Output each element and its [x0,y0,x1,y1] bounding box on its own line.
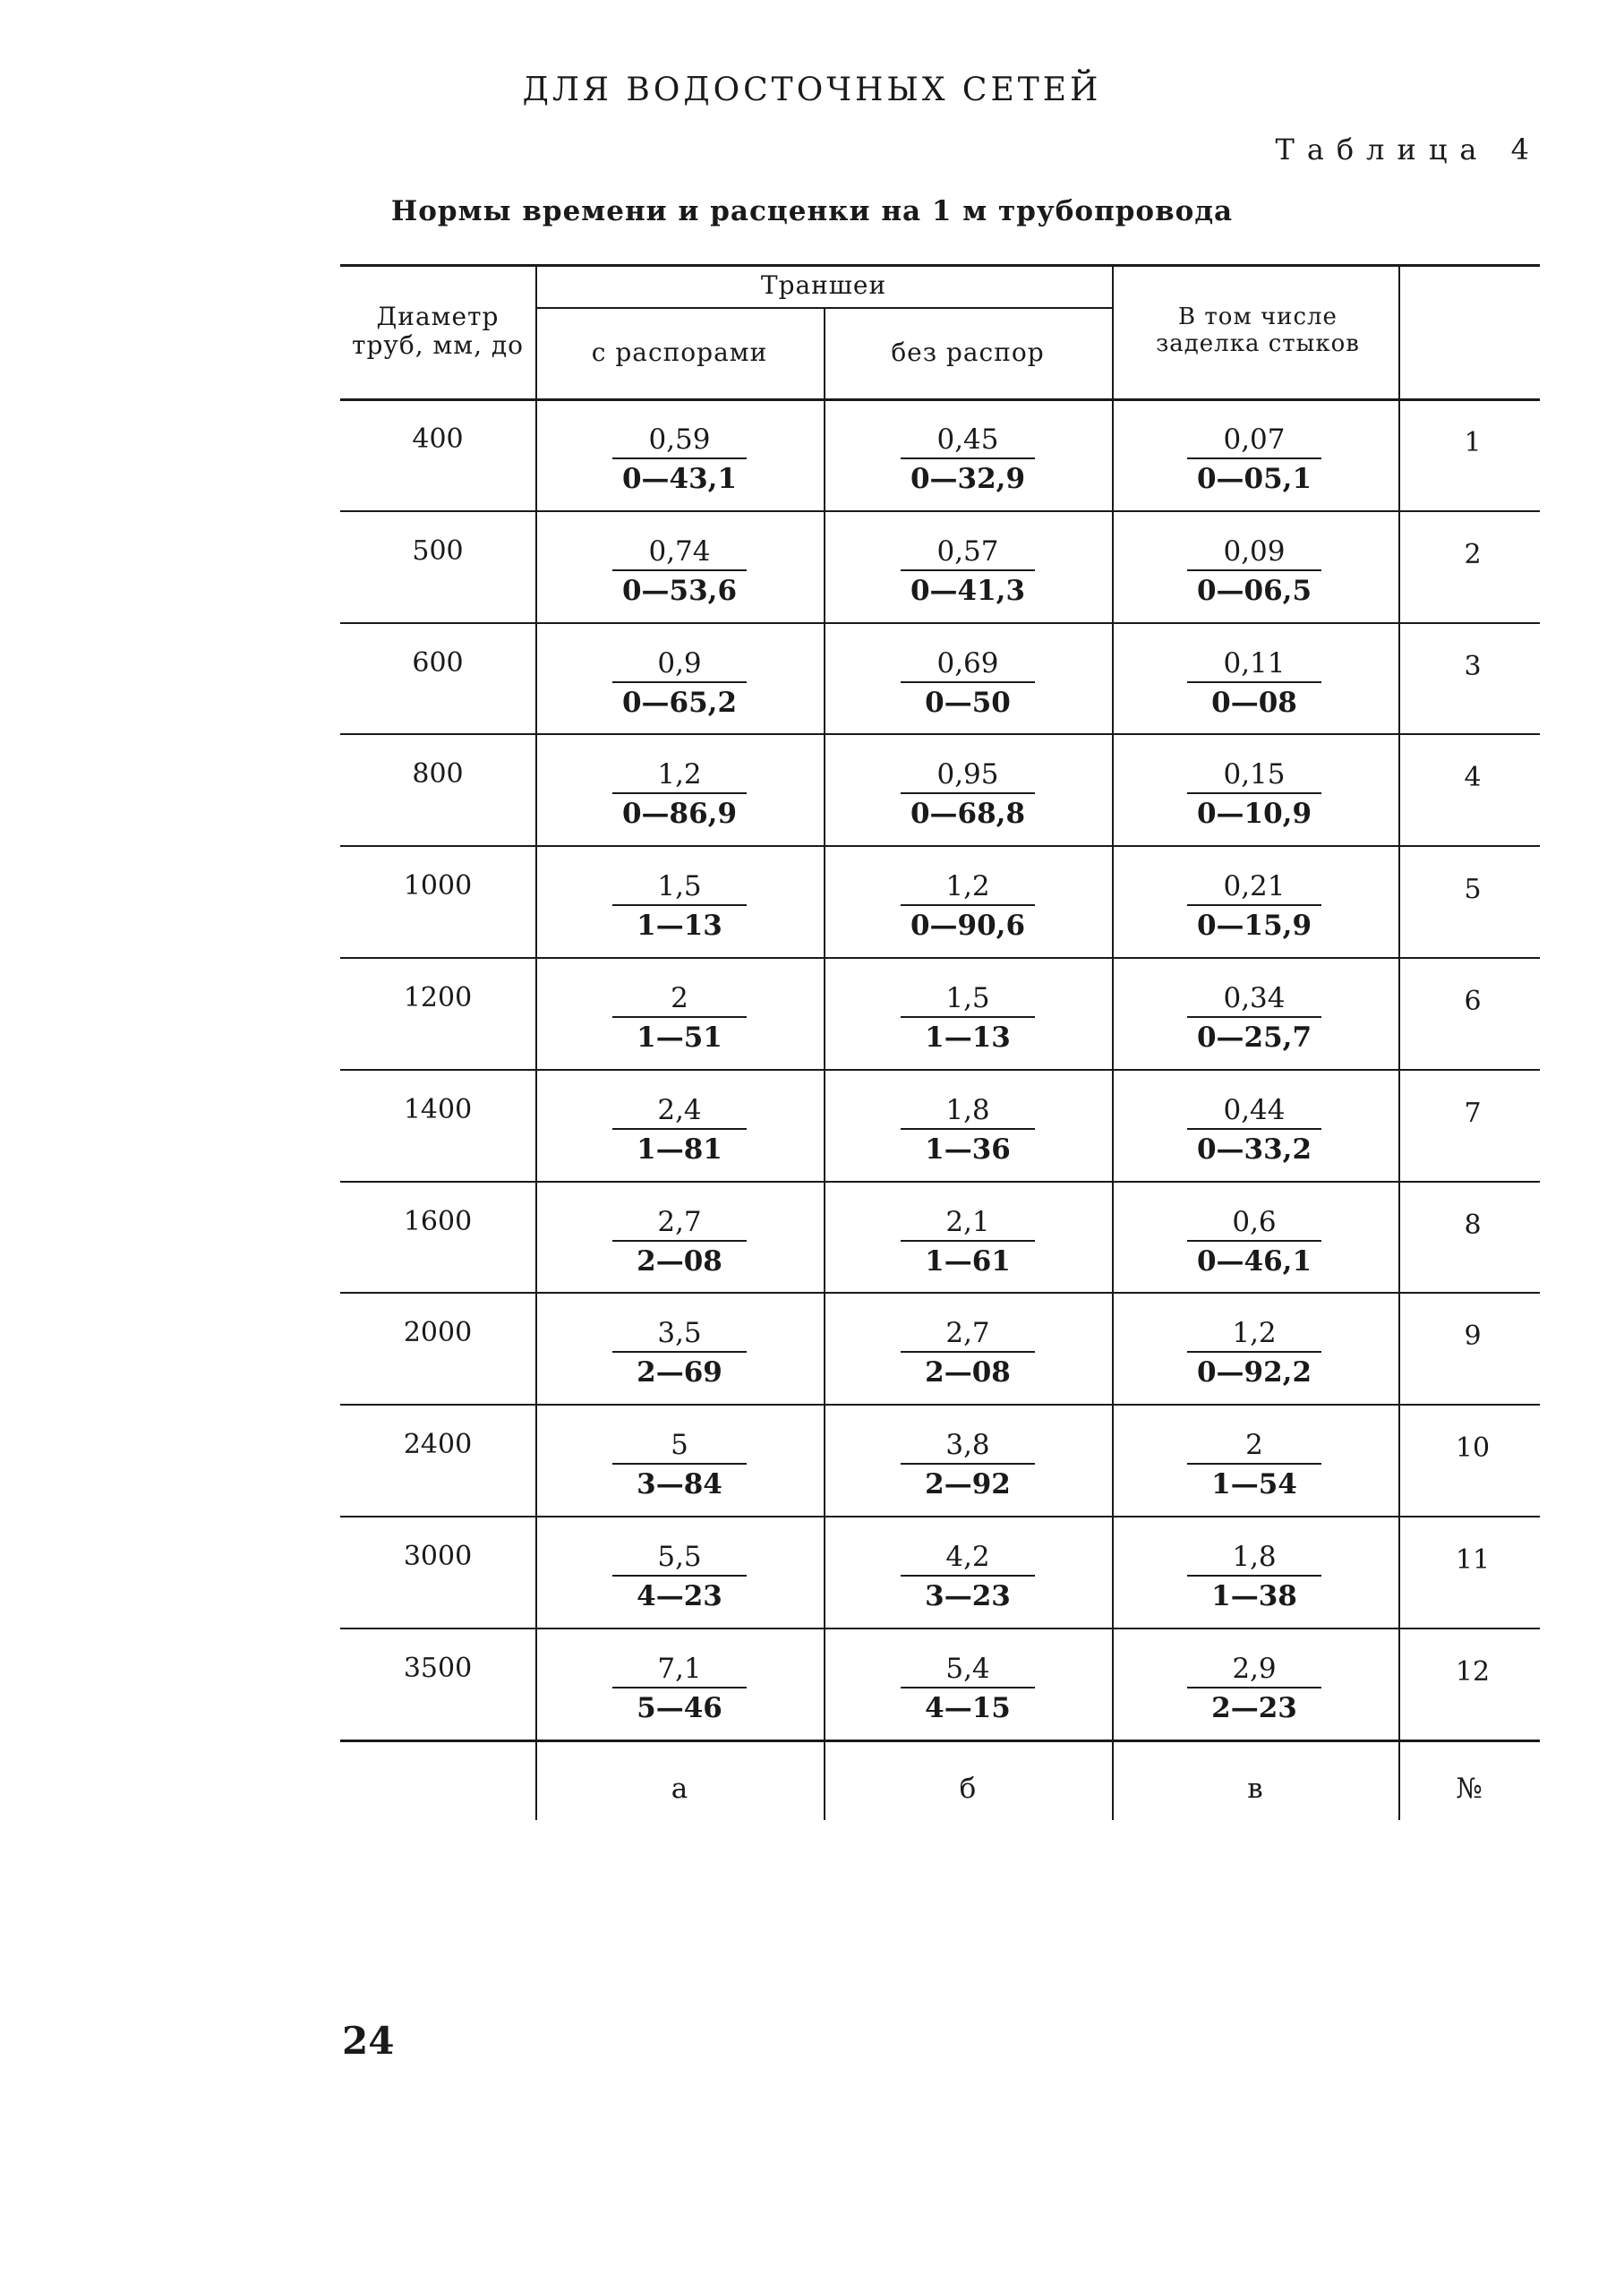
table-row [340,622,1540,733]
with-struts-norm [612,1317,747,1389]
time-norm: 0,57 [901,535,1035,571]
pipe-diameter: 400 [412,423,464,455]
row-number: 4 [1464,762,1482,794]
time-norm: 3,8 [901,1429,1035,1465]
with-struts-norm [612,1206,747,1278]
rate: 0—90,6 [910,910,1026,943]
time-norm: 1,5 [901,982,1035,1018]
rate: 4—23 [637,1580,722,1612]
pipe-diameter: 2400 [403,1429,473,1461]
table-row [340,1292,1540,1403]
rate: 1—54 [1211,1468,1297,1501]
time-norm: 0,21 [1187,870,1321,906]
joint-sealing-norm [1187,870,1321,942]
row-number: 5 [1464,874,1482,906]
rate: 1—51 [637,1022,722,1054]
table-row [340,733,1540,844]
joint-sealing-norm [1187,1206,1321,1278]
rate: 2—08 [925,1356,1011,1389]
header-joint-sealing: В том числе заделка стыков [1156,303,1360,357]
time-norm: 0,59 [612,423,747,459]
rate: 1—36 [925,1133,1011,1166]
rate: 0—41,3 [910,574,1026,607]
joint-sealing-norm [1187,758,1321,830]
header-diameter: Диаметр труб, мм, до [351,301,524,360]
table-row [340,845,1540,956]
rate: 0—32,9 [910,463,1026,495]
rate: 5—46 [637,1691,722,1724]
footer-col-c: в [1247,1773,1263,1805]
time-norm: 2 [612,982,747,1018]
without-struts-norm [901,982,1035,1054]
without-struts-norm [901,535,1035,607]
rate: 0—53,6 [621,574,738,607]
time-norm: 2,7 [612,1206,747,1242]
row-number: 10 [1455,1432,1491,1465]
table-caption: Нормы времени и расценки на 1 м трубопровода [390,195,1234,227]
table-number-label: Таблица 4 [1275,133,1542,167]
without-struts-norm [901,1429,1035,1500]
joint-sealing-norm [1187,982,1321,1054]
time-norm: 2,7 [901,1317,1035,1353]
rate: 0—46,1 [1196,1244,1312,1278]
time-norm: 1,8 [1187,1541,1321,1577]
rate: 0—08 [1211,686,1297,719]
without-struts-norm [901,1206,1035,1278]
with-struts-norm [612,1541,747,1612]
time-norm: 4,2 [901,1541,1035,1577]
with-struts-norm [612,647,747,719]
table-row [340,957,1540,1068]
time-norm: 0,34 [1187,982,1321,1018]
time-norm: 0,6 [1187,1206,1321,1242]
rate: 1—13 [925,1022,1011,1054]
time-norm: 0,45 [901,423,1035,459]
table-row [340,1404,1540,1515]
pipe-diameter: 1600 [403,1205,473,1237]
row-number: 9 [1464,1321,1482,1353]
time-norm: 2,9 [1187,1653,1321,1688]
time-norm: 1,5 [612,870,747,906]
joint-sealing-norm [1187,1541,1321,1612]
rate: 0—33,2 [1196,1133,1312,1166]
rate: 0—10,9 [1196,798,1312,831]
with-struts-norm [612,758,747,830]
table-row [340,1069,1540,1180]
time-norm: 0,74 [612,535,747,571]
with-struts-norm [612,1653,747,1724]
joint-sealing-norm [1187,423,1321,495]
rate: 0—68,8 [910,798,1026,831]
time-norm: 1,2 [612,758,747,794]
without-struts-norm [901,423,1035,495]
header-without-struts: без распор [891,337,1045,367]
joint-sealing-norm [1187,1653,1321,1724]
rate: 0—43,1 [621,463,738,495]
with-struts-norm [612,870,747,942]
footer-col-a: а [671,1773,688,1805]
rate: 2—69 [637,1356,722,1389]
rate: 0—25,7 [1196,1022,1312,1054]
joint-sealing-norm [1187,535,1321,607]
time-norm: 2 [1187,1429,1321,1465]
pipe-diameter: 3000 [403,1541,473,1572]
with-struts-norm [612,535,747,607]
pipe-diameter: 800 [412,758,464,791]
time-norm: 5,5 [612,1541,747,1577]
header-trenches: Траншеи [760,269,887,300]
rate: 0—05,1 [1196,463,1312,495]
without-struts-norm [901,1541,1035,1612]
time-norm: 0,69 [901,647,1035,683]
time-norm: 5 [612,1429,747,1465]
without-struts-norm [901,870,1035,942]
norms-table [340,264,1540,1820]
rate: 3—23 [925,1580,1011,1612]
row-number: 2 [1464,538,1482,570]
pipe-diameter: 600 [412,646,464,679]
time-norm: 1,2 [901,870,1035,906]
rate: 2—08 [637,1244,722,1278]
with-struts-norm [612,982,747,1054]
time-norm: 7,1 [612,1653,747,1688]
rate: 4—15 [925,1691,1011,1724]
time-norm: 0,11 [1187,647,1321,683]
joint-sealing-norm [1187,1429,1321,1500]
time-norm: 5,4 [901,1653,1035,1688]
time-norm: 2,4 [612,1094,747,1130]
rate: 0—50 [925,686,1011,719]
table-row [340,1628,1540,1739]
rate: 2—92 [925,1468,1011,1501]
time-norm: 1,8 [901,1094,1035,1130]
rate: 1—81 [637,1133,722,1166]
time-norm: 0,95 [901,758,1035,794]
joint-sealing-norm [1187,647,1321,719]
row-number: 7 [1464,1097,1482,1129]
pipe-diameter: 500 [412,534,464,567]
pipe-diameter: 1000 [403,870,473,902]
rate: 0—92,2 [1196,1356,1312,1389]
table-bottom-rule [340,1740,1540,1742]
joint-sealing-norm [1187,1094,1321,1166]
footer-col-b: б [959,1773,977,1805]
time-norm: 0,07 [1187,423,1321,459]
pipe-diameter: 1400 [403,1093,473,1125]
rate: 2—23 [1211,1691,1297,1724]
time-norm: 0,9 [612,647,747,683]
row-number: 3 [1464,650,1482,682]
pipe-diameter: 2000 [403,1317,473,1349]
with-struts-norm [612,1094,747,1166]
rate: 1—38 [1211,1580,1297,1612]
pipe-diameter: 3500 [403,1652,473,1684]
time-norm: 0,44 [1187,1094,1321,1130]
without-struts-norm [901,758,1035,830]
rate: 0—86,9 [621,798,738,831]
running-head: ДЛЯ ВОДОСТОЧНЫХ СЕТЕЙ [522,72,1102,108]
table-row [340,1181,1540,1292]
without-struts-norm [901,647,1035,719]
header-with-struts: с распорами [591,337,768,367]
without-struts-norm [901,1653,1035,1724]
with-struts-norm [612,423,747,495]
table-row [340,1516,1540,1627]
row-number: 11 [1455,1544,1491,1576]
rate: 1—61 [925,1244,1011,1278]
rate: 3—84 [637,1468,722,1501]
rate: 0—15,9 [1196,910,1312,943]
row-number: 6 [1464,986,1482,1017]
table-row [340,510,1540,621]
rate: 0—65,2 [621,686,738,719]
time-norm: 1,2 [1187,1317,1321,1353]
table-row [340,398,1540,509]
joint-sealing-norm [1187,1317,1321,1389]
footer-col-no: № [1456,1773,1483,1805]
with-struts-norm [612,1429,747,1500]
rate: 1—13 [637,910,722,943]
row-number: 12 [1455,1655,1491,1688]
time-norm: 3,5 [612,1317,747,1353]
page-number: 24 [342,2019,395,2063]
time-norm: 0,09 [1187,535,1321,571]
rate: 0—06,5 [1196,574,1312,607]
without-struts-norm [901,1094,1035,1166]
row-number: 1 [1464,427,1482,458]
time-norm: 2,1 [901,1206,1035,1242]
time-norm: 0,15 [1187,758,1321,794]
without-struts-norm [901,1317,1035,1389]
pipe-diameter: 1200 [403,982,473,1013]
row-number: 8 [1464,1209,1482,1241]
